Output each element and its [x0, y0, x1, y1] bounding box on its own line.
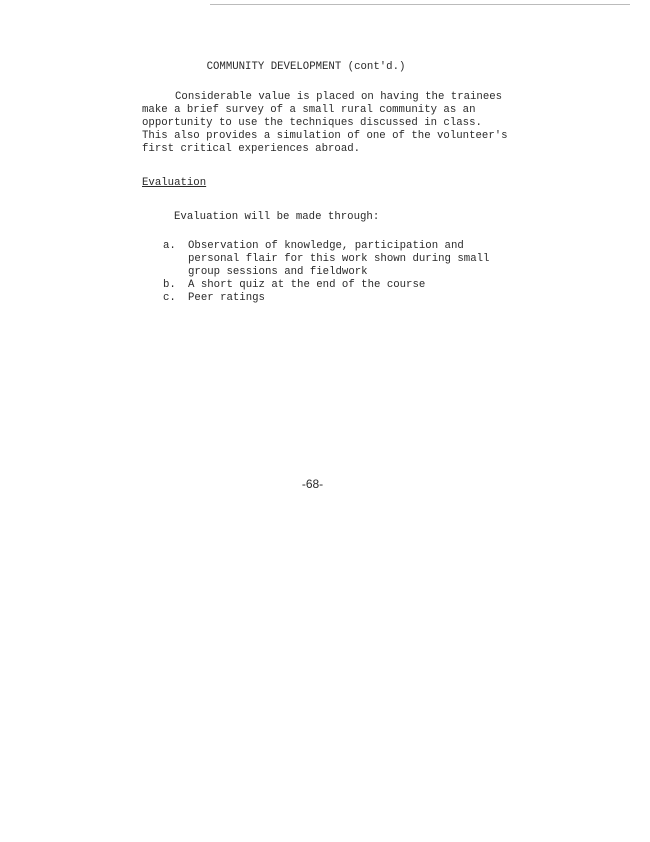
list-item-line: A short quiz at the end of the course — [188, 279, 426, 291]
list-marker: a. — [163, 240, 176, 252]
paragraph-line: This also provides a simulation of one of the volunteer's — [142, 130, 508, 142]
paragraph-line: make a brief survey of a small rural community as an — [142, 104, 476, 116]
paragraph-line: Considerable value is placed on having the trainees — [175, 91, 503, 103]
list-item-line: Peer ratings — [188, 292, 265, 304]
page-number: -68- — [301, 477, 324, 491]
paragraph-line: opportunity to use the techniques discussed in class. — [142, 117, 482, 129]
list-marker: b. — [163, 279, 176, 291]
evaluation-intro: Evaluation will be made through: — [174, 211, 380, 223]
list-item-line: group sessions and fieldwork — [188, 266, 368, 278]
scan-edge-line — [210, 4, 630, 5]
paragraph-line: first critical experiences abroad. — [142, 143, 361, 155]
list-item-line: Observation of knowledge, participation and — [188, 240, 464, 252]
section-heading: Evaluation — [142, 177, 207, 189]
list-marker: c. — [163, 292, 176, 304]
list-item-line: personal flair for this work shown during small — [188, 253, 490, 265]
page-title: COMMUNITY DEVELOPMENT (cont'd.) — [206, 61, 406, 73]
